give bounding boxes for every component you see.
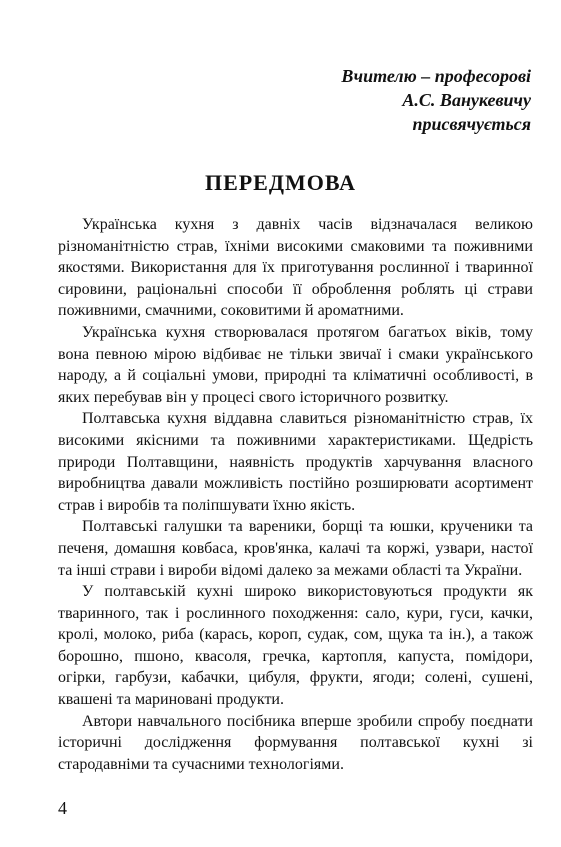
paragraph: Українська кухня з давніх часів відзначалася великою різноманітністю страв, їхніми високими смаковими та поживними якостями. Використання для їх приготування рослинної і тваринної сировини, раціональні способи її оброблення роблять ці страви поживними, смачними, соковитими й ароматними. (58, 216, 533, 320)
paragraph: Автори навчального посібника вперше зробили спробу поєднати історичні дослідження формування полтавської кухні зі стародавніми та сучасними технологіями. (58, 712, 533, 773)
paragraph: Полтавські галушки та вареники, борщі та юшки, крученики та печеня, домашня ковбаса, кров'янка, калачі та коржі, узвари, настої та інші страви і вироби відомі далеко за межами області та України. (58, 518, 533, 579)
preface-text (58, 214, 533, 775)
dedication-line: Вчителю – професорові (341, 66, 531, 86)
page-title: ПЕРЕДМОВА (204, 170, 357, 195)
paragraph: Полтавська кухня віддавна славиться різноманітністю страв, їх високими якісними та поживними характеристиками. Щедрість природи Полтавщини, наявність продуктів харчування власного виробництва давали можливість постійно розширювати асортимент страв і виробів та поліпшувати їхню якість. (58, 410, 533, 514)
paragraph: Українська кухня створювалася протягом багатьох віків, тому вона певною мірою відбиває не тільки звичаї і смаки українського народу, а й соціальні умови, природні та кліматичні особливості, в яких перебував він у процесі свого історичного розвитку. (58, 323, 533, 406)
page-number: 4 (58, 798, 67, 818)
dedication (131, 64, 531, 136)
dedication-line: А.С. Ванукевичу (402, 90, 531, 110)
paragraph: У полтавській кухні широко використовуються продукти як тваринного, так і рослинного походження: сало, кури, гуси, качки, кролі, молоко, риба (карась, короп, судак, сом, щука та ін.), а також борошно, пшоно, квасоля, гречка, картопля, капуста, помідори, огірки, гарбузи, кабачки, цибуля, фрукти, ягоди; солені, сушені, квашені та мариновані продукти. (58, 583, 533, 709)
dedication-line: присвячується (412, 114, 531, 134)
